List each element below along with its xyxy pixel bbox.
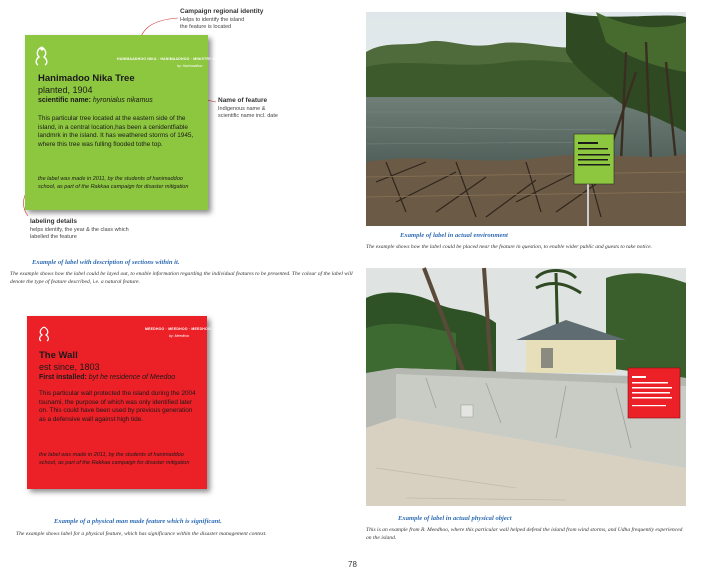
annotation-campaign-text-2: the feature is located (180, 24, 232, 31)
green-label-sci-label: scientific name: (38, 97, 91, 104)
caption-manmade-title: Example of a physical man made feature which is significant. (54, 518, 222, 525)
photo-wall-physical-object (366, 268, 686, 506)
annotation-labeling-text-1: helps identify, the year & the class which (30, 227, 129, 233)
caption-physical-text: This is an example from R. Meedhoo, where this particular wall helped defend the island from wind storms, and Udha frequently experienced on the island. (366, 527, 683, 542)
mangrove-logo-icon (33, 45, 51, 67)
caption-label-desc-text: The example shows how the label could be layed out, to enable information regarding the individual features to be presented. The colour of the label will denote the type of feature described, i.e. a natural feature. (10, 271, 353, 286)
red-label-made: the label was made in 2011, by the students of hanimaddoo school, as part of the Rakkaa campaign for disaster mitigation (39, 452, 190, 466)
wall-logo-icon (37, 326, 51, 342)
red-label-sci-value: byt he residence of Meedoo (88, 374, 176, 381)
green-label-sci-value: hyronialus nikamus (92, 97, 153, 104)
mangrove-scene-illustration (366, 12, 686, 226)
green-label-name: Hanimadoo Nika Tree (38, 73, 135, 84)
photo-mangrove-environment (366, 12, 686, 226)
green-label-since: planted, 1904 (38, 85, 93, 95)
annotation-campaign-text-1: Helps to identify the island (180, 17, 245, 23)
caption-manmade-text: The example shows label for a physical feature, which has significance within the disaster management context. (16, 531, 267, 537)
green-label-scientific (38, 97, 153, 104)
green-label-signature: by: Hanimadhoo (177, 64, 203, 68)
wall-scene-illustration (366, 268, 686, 506)
caption-env-text: The example shows how the label could be placed near the feature in question, to enable wider public and guests to take notice. (366, 244, 652, 250)
annotation-name-text-1: Indigenous name & (218, 106, 266, 112)
green-label-strip: HANIMAADHOO NIKA · HANIMAADHOO · MINISTRY OF ENV (117, 57, 227, 61)
caption-env-title: Example of label in actual environment (400, 232, 508, 239)
red-label-sci-label: First installed: (39, 374, 87, 381)
red-label-name: The Wall (39, 350, 78, 361)
caption-physical-title: Example of label in actual physical object (398, 515, 512, 522)
caption-label-desc-title: Example of label with description of sections within it. (32, 259, 180, 266)
annotation-campaign-title: Campaign regional identity (180, 8, 264, 15)
green-label-body: This particular tree located at the eastern side of the island, in a central location,has been a cenidentfiable landmrk in the island. It has weathered storms of 1945, where this tree was fulling flooded tothe top. (38, 115, 194, 148)
annotation-name-title: Name of feature (218, 97, 268, 104)
page-number: 78 (348, 560, 357, 569)
green-label-made: the label was made in 2011, by the students of hanimaddoo school, as part of the Rakkaa campaign for disaster mitigation (38, 176, 189, 190)
annotation-name-text-2: scientific name incl. date (218, 113, 278, 120)
red-label-first-installed (39, 374, 175, 381)
red-label-strip: MEEDHOO · MEEDHOO · MEEDHOO (145, 327, 211, 331)
red-label-body: This particular wall protected the island during the 2004 tsunami, the purpose of which was only identified later on. This could have been used by previous generation as a defensive wall against high tide. (39, 390, 196, 423)
red-label-card (27, 316, 211, 489)
annotation-labeling-text-2: labelled the feature (30, 234, 77, 241)
annotation-labeling-title: labeling details (30, 218, 77, 225)
green-label-card (25, 35, 227, 210)
red-label-signature: by: Meedhoo (169, 334, 190, 338)
red-label-since: est since, 1803 (39, 362, 100, 372)
